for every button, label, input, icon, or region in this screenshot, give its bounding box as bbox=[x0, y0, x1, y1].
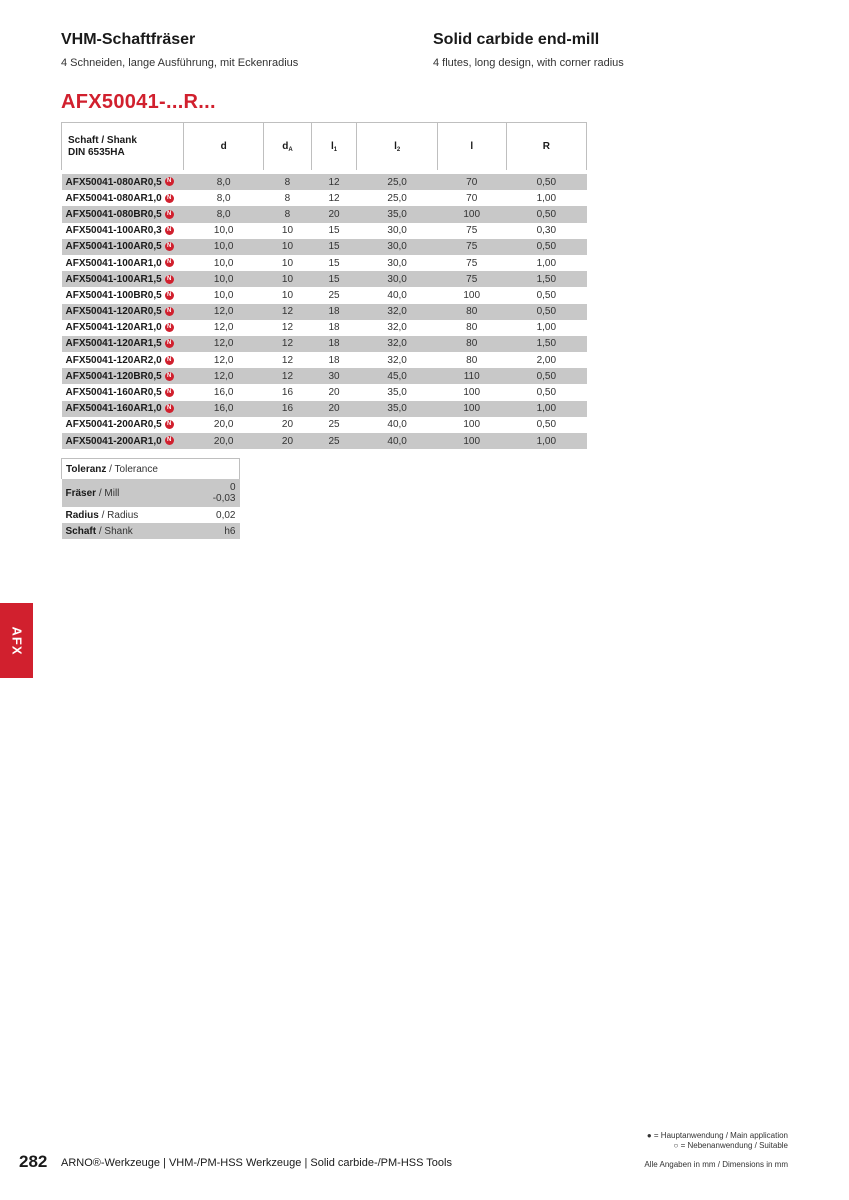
material-n-badge-icon: N bbox=[165, 275, 174, 284]
cell-R: 1,00 bbox=[536, 192, 557, 204]
cell-dA: 16 bbox=[281, 387, 294, 399]
tolerance-mill-upper: 0 bbox=[229, 482, 236, 493]
cell-l1: 18 bbox=[328, 338, 340, 350]
cell-l2: 30,0 bbox=[387, 225, 407, 237]
col-dA-subscript: A bbox=[288, 146, 293, 153]
cell-d: 10,0 bbox=[213, 289, 234, 301]
cell-l2: 30,0 bbox=[387, 241, 407, 253]
material-n-badge-icon: N bbox=[165, 291, 174, 300]
cell-R: 0,50 bbox=[536, 208, 557, 220]
tolerance-radius-label bbox=[62, 507, 191, 523]
cell-l: 100 bbox=[463, 208, 481, 220]
cell-d: 12,0 bbox=[213, 370, 234, 382]
cell-R: 1,50 bbox=[536, 273, 557, 285]
cell-d: 20,0 bbox=[213, 419, 234, 431]
cell-dA: 8 bbox=[284, 208, 291, 220]
col-shank-label: Schaft / Shank bbox=[68, 134, 137, 146]
cell-l1: 15 bbox=[328, 225, 340, 237]
cell-d: 8,0 bbox=[216, 192, 231, 204]
tolerance-header-en: / Tolerance bbox=[106, 463, 158, 475]
col-l1-subscript: 1 bbox=[333, 146, 338, 153]
tolerance-radius-en: / Radius bbox=[98, 509, 139, 521]
tolerance-shank-value: h6 bbox=[190, 523, 239, 539]
table-row bbox=[62, 320, 587, 336]
table-row bbox=[62, 239, 587, 255]
cell-product-code bbox=[62, 352, 184, 368]
cell-l1: 25 bbox=[328, 435, 340, 447]
tolerance-header-de: Toleranz bbox=[66, 463, 107, 475]
table-row bbox=[62, 336, 587, 352]
cell-l: 80 bbox=[466, 338, 478, 350]
cell-d: 8,0 bbox=[216, 176, 231, 188]
cell-l2: 30,0 bbox=[387, 257, 407, 269]
legend-secondary-application: ○ = Nebenanwendung / Suitable bbox=[673, 1141, 788, 1150]
cell-product-code bbox=[62, 174, 184, 190]
cell-dA: 20 bbox=[281, 435, 294, 447]
cell-l1: 18 bbox=[328, 322, 340, 334]
cell-l: 75 bbox=[466, 273, 478, 285]
col-d-label: d bbox=[220, 141, 227, 152]
table-row bbox=[62, 352, 587, 368]
cell-l2: 32,0 bbox=[387, 322, 407, 334]
cell-l: 100 bbox=[463, 435, 481, 447]
cell-l: 100 bbox=[463, 289, 481, 301]
page-number: 282 bbox=[19, 1152, 48, 1171]
cell-product-code bbox=[62, 239, 184, 255]
cell-l2: 40,0 bbox=[387, 289, 407, 301]
cell-d: 12,0 bbox=[213, 306, 234, 318]
cell-l2: 25,0 bbox=[387, 192, 407, 204]
col-l1-header bbox=[311, 123, 357, 171]
cell-l: 100 bbox=[463, 419, 481, 431]
product-code-text: AFX50041-200AR0,5 bbox=[65, 419, 162, 431]
cell-l1: 30 bbox=[328, 370, 340, 382]
tolerance-mill-value bbox=[190, 479, 239, 507]
cell-R: 0,50 bbox=[536, 370, 557, 382]
legend-main-application: ● = Hauptanwendung / Main application bbox=[646, 1131, 788, 1140]
product-code-text: AFX50041-080BR0,5 bbox=[65, 208, 162, 220]
cell-R: 1,50 bbox=[536, 338, 557, 350]
cell-l2: 32,0 bbox=[387, 354, 407, 366]
cell-dA: 8 bbox=[284, 192, 291, 204]
table-row bbox=[62, 206, 587, 222]
product-code-text: AFX50041-120AR1,0 bbox=[65, 322, 162, 334]
cell-R: 0,50 bbox=[536, 176, 557, 188]
cell-R: 1,00 bbox=[536, 435, 557, 447]
footer-text: ARNO®-Werkzeuge | VHM-/PM-HSS Werkzeuge | Solid carbide-/PM-HSS Tools bbox=[61, 1157, 452, 1169]
cell-d: 16,0 bbox=[213, 403, 234, 415]
english-subtitle: 4 flutes, long design, with corner radius bbox=[433, 57, 624, 69]
product-code: AFX50041-...R... bbox=[61, 91, 216, 113]
product-code-text: AFX50041-100AR0,5 bbox=[65, 241, 162, 253]
col-shank-standard: DIN 6535HA bbox=[68, 146, 125, 158]
cell-l: 80 bbox=[466, 354, 478, 366]
col-l2-header bbox=[357, 123, 437, 171]
german-subtitle: 4 Schneiden, lange Ausführung, mit Eckenradius bbox=[61, 57, 299, 69]
material-n-badge-icon: N bbox=[165, 372, 174, 381]
cell-dA: 12 bbox=[281, 370, 294, 382]
cell-l2: 32,0 bbox=[387, 306, 407, 318]
cell-l: 75 bbox=[466, 225, 478, 237]
cell-dA: 20 bbox=[281, 419, 294, 431]
material-n-badge-icon: N bbox=[165, 242, 174, 251]
cell-l2: 32,0 bbox=[387, 338, 407, 350]
table-row bbox=[62, 304, 587, 320]
cell-product-code bbox=[62, 336, 184, 352]
cell-l1: 20 bbox=[328, 208, 340, 220]
cell-R: 1,00 bbox=[536, 403, 557, 415]
cell-product-code bbox=[62, 368, 184, 384]
cell-l1: 18 bbox=[328, 306, 340, 318]
cell-dA: 12 bbox=[281, 306, 294, 318]
col-R-header bbox=[506, 123, 586, 171]
cell-l1: 12 bbox=[328, 192, 340, 204]
table-row bbox=[62, 401, 587, 417]
cell-d: 10,0 bbox=[213, 225, 234, 237]
specs-table-header bbox=[62, 123, 587, 171]
cell-R: 0,50 bbox=[536, 419, 557, 431]
cell-R: 0,50 bbox=[536, 306, 557, 318]
cell-dA: 10 bbox=[281, 273, 294, 285]
tolerance-radius-de: Radius bbox=[65, 509, 99, 521]
material-n-badge-icon: N bbox=[165, 420, 174, 429]
cell-product-code bbox=[62, 384, 184, 400]
cell-dA: 10 bbox=[281, 289, 294, 301]
product-code-text: AFX50041-080AR1,0 bbox=[65, 192, 162, 204]
col-l-label: l bbox=[470, 141, 474, 152]
cell-dA: 12 bbox=[281, 322, 294, 334]
cell-dA: 16 bbox=[281, 403, 294, 415]
cell-product-code bbox=[62, 417, 184, 433]
cell-l2: 35,0 bbox=[387, 403, 407, 415]
product-code-text: AFX50041-100AR1,5 bbox=[65, 273, 162, 285]
tolerance-header bbox=[62, 459, 240, 480]
cell-l1: 15 bbox=[328, 257, 340, 269]
cell-R: 2,00 bbox=[536, 354, 557, 366]
cell-d: 16,0 bbox=[213, 387, 234, 399]
cell-l: 70 bbox=[466, 192, 478, 204]
table-row bbox=[62, 433, 587, 449]
cell-product-code bbox=[62, 401, 184, 417]
cell-l: 70 bbox=[466, 176, 478, 188]
cell-dA: 8 bbox=[284, 176, 291, 188]
material-n-badge-icon: N bbox=[165, 194, 174, 203]
col-dA-header bbox=[264, 123, 311, 171]
material-n-badge-icon: N bbox=[165, 210, 174, 219]
cell-l2: 25,0 bbox=[387, 176, 407, 188]
cell-R: 1,00 bbox=[536, 322, 557, 334]
section-side-tab-label: AFX bbox=[9, 626, 24, 655]
cell-R: 0,50 bbox=[536, 387, 557, 399]
cell-l1: 20 bbox=[328, 403, 340, 415]
product-code-text: AFX50041-100AR1,0 bbox=[65, 257, 162, 269]
table-row bbox=[62, 174, 587, 190]
tolerance-radius-value: 0,02 bbox=[190, 507, 239, 523]
german-title: VHM-Schaftfräser bbox=[61, 31, 196, 48]
material-n-badge-icon: N bbox=[165, 258, 174, 267]
cell-d: 10,0 bbox=[213, 257, 234, 269]
cell-R: 0,50 bbox=[536, 241, 557, 253]
cell-dA: 10 bbox=[281, 257, 294, 269]
cell-product-code bbox=[62, 223, 184, 239]
tolerance-row-shank bbox=[62, 523, 240, 539]
product-code-text: AFX50041-100BR0,5 bbox=[65, 289, 162, 301]
cell-d: 20,0 bbox=[213, 435, 234, 447]
cell-l2: 35,0 bbox=[387, 387, 407, 399]
cell-R: 0,50 bbox=[536, 289, 557, 301]
cell-product-code bbox=[62, 287, 184, 303]
table-row bbox=[62, 223, 587, 239]
cell-product-code bbox=[62, 433, 184, 449]
col-l-header bbox=[437, 123, 506, 171]
tolerance-mill-en: / Mill bbox=[96, 487, 120, 499]
product-code-text: AFX50041-200AR1,0 bbox=[65, 435, 162, 447]
material-n-badge-icon: N bbox=[165, 388, 174, 397]
cell-l: 75 bbox=[466, 257, 478, 269]
col-R-label: R bbox=[542, 141, 550, 152]
tolerance-shank-en: / Shank bbox=[96, 525, 133, 537]
table-row bbox=[62, 287, 587, 303]
tolerance-row-mill bbox=[62, 479, 240, 507]
table-row bbox=[62, 190, 587, 206]
cell-l2: 45,0 bbox=[387, 370, 407, 382]
cell-product-code bbox=[62, 190, 184, 206]
material-n-badge-icon: N bbox=[165, 323, 174, 332]
tolerance-header-row bbox=[62, 459, 240, 480]
cell-d: 10,0 bbox=[213, 273, 234, 285]
cell-d: 8,0 bbox=[216, 208, 231, 220]
cell-l: 100 bbox=[463, 403, 481, 415]
cell-product-code bbox=[62, 206, 184, 222]
cell-l1: 25 bbox=[328, 289, 340, 301]
cell-l1: 18 bbox=[328, 354, 340, 366]
product-code-text: AFX50041-120AR2,0 bbox=[65, 354, 162, 366]
col-l2-label: l bbox=[394, 140, 397, 152]
product-code-text: AFX50041-100AR0,3 bbox=[65, 225, 162, 237]
product-code-text: AFX50041-160AR1,0 bbox=[65, 403, 162, 415]
cell-product-code bbox=[62, 255, 184, 271]
product-code-text: AFX50041-120AR0,5 bbox=[65, 306, 162, 318]
cell-l: 75 bbox=[466, 241, 478, 253]
cell-l1: 25 bbox=[328, 419, 340, 431]
legend-dimensions: Alle Angaben in mm / Dimensions in mm bbox=[644, 1160, 788, 1169]
cell-l: 110 bbox=[463, 370, 480, 382]
cell-d: 12,0 bbox=[213, 322, 234, 334]
cell-d: 12,0 bbox=[213, 354, 234, 366]
table-row bbox=[62, 417, 587, 433]
cell-dA: 12 bbox=[281, 354, 294, 366]
product-code-text: AFX50041-120AR1,5 bbox=[65, 338, 162, 350]
cell-l2: 30,0 bbox=[387, 273, 407, 285]
material-n-badge-icon: N bbox=[165, 226, 174, 235]
cell-dA: 10 bbox=[281, 225, 294, 237]
cell-l2: 40,0 bbox=[387, 419, 407, 431]
cell-R: 1,00 bbox=[536, 257, 557, 269]
cell-l: 80 bbox=[466, 322, 478, 334]
cell-product-code bbox=[62, 320, 184, 336]
col-dA-label: d bbox=[282, 140, 289, 152]
col-shank-header bbox=[62, 123, 184, 171]
section-side-tab bbox=[0, 603, 33, 678]
tolerance-row-radius bbox=[62, 507, 240, 523]
cell-l: 80 bbox=[466, 306, 478, 318]
cell-R: 0,30 bbox=[536, 225, 557, 237]
material-n-badge-icon: N bbox=[165, 307, 174, 316]
cell-l2: 40,0 bbox=[387, 435, 407, 447]
cell-l: 100 bbox=[463, 387, 481, 399]
table-row bbox=[62, 255, 587, 271]
cell-dA: 12 bbox=[281, 338, 294, 350]
table-row bbox=[62, 384, 587, 400]
tolerance-shank-label bbox=[62, 523, 191, 539]
cell-product-code bbox=[62, 271, 184, 287]
tolerance-table bbox=[61, 458, 240, 539]
material-n-badge-icon: N bbox=[165, 356, 174, 365]
tolerance-shank-de: Schaft bbox=[65, 525, 97, 537]
material-n-badge-icon: N bbox=[165, 404, 174, 413]
specs-table-body bbox=[62, 170, 587, 449]
tolerance-mill-lower: -0,03 bbox=[212, 493, 236, 504]
col-l2-subscript: 2 bbox=[396, 146, 401, 153]
tolerance-mill-de: Fräser bbox=[65, 487, 97, 499]
tolerance-mill-label bbox=[62, 479, 191, 507]
product-code-text: AFX50041-080AR0,5 bbox=[65, 176, 162, 188]
cell-d: 10,0 bbox=[213, 241, 234, 253]
cell-product-code bbox=[62, 304, 184, 320]
cell-l1: 15 bbox=[328, 241, 340, 253]
product-code-text: AFX50041-120BR0,5 bbox=[65, 370, 162, 382]
cell-l1: 12 bbox=[328, 176, 340, 188]
material-n-badge-icon: N bbox=[165, 177, 174, 186]
table-row bbox=[62, 368, 587, 384]
cell-l2: 35,0 bbox=[387, 208, 407, 220]
col-d-header bbox=[184, 123, 264, 171]
material-n-badge-icon: N bbox=[165, 436, 174, 445]
product-code-text: AFX50041-160AR0,5 bbox=[65, 387, 162, 399]
specs-table bbox=[61, 122, 587, 449]
cell-d: 12,0 bbox=[213, 338, 234, 350]
cell-l1: 15 bbox=[328, 273, 340, 285]
table-row bbox=[62, 271, 587, 287]
material-n-badge-icon: N bbox=[165, 339, 174, 348]
col-l1-label: l bbox=[330, 140, 334, 152]
cell-dA: 10 bbox=[281, 241, 294, 253]
cell-l1: 20 bbox=[328, 387, 340, 399]
english-title: Solid carbide end-mill bbox=[433, 31, 600, 48]
